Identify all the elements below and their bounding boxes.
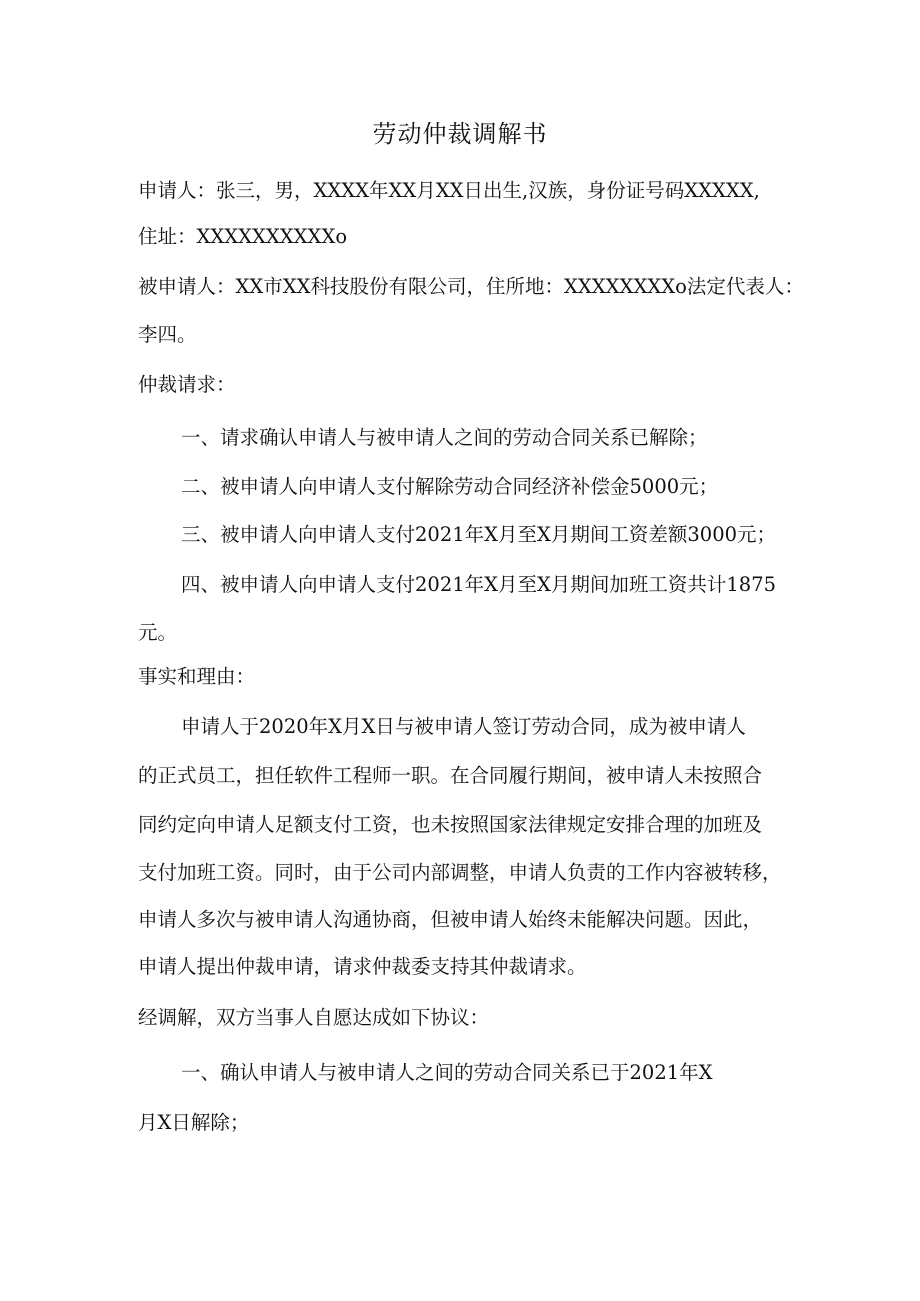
facts-line-2: 的正式员工，担任软件工程师一职。在合同履行期间，被申请人未按照合: [138, 764, 763, 787]
facts-line-5: 申请人多次与被申请人沟通协商，但被申请人始终未能解决问题。因此，: [138, 908, 763, 931]
document-title: 劳动仲裁调解书: [372, 120, 548, 148]
facts-line-4: 支付加班工资。同时，由于公司内部调整，申请人负责的工作内容被转移，: [138, 861, 782, 884]
agreement-heading: 经调解，双方当事人自愿达成如下协议：: [138, 1006, 490, 1029]
applicant-line-2: 住址：XXXXXXXXXXo: [138, 225, 348, 248]
claim-item-4-line-2: 元。: [138, 621, 178, 644]
agreement-item-1-line-1: 一、确认申请人与被申请人之间的劳动合同关系已于2021年X: [181, 1061, 713, 1084]
claim-item-2: 二、被申请人向申请人支付解除劳动合同经济补偿金5000元；: [181, 475, 719, 498]
claim-item-4-line-1: 四、被申请人向申请人支付2021年X月至X月期间加班工资共计1875: [181, 573, 777, 596]
facts-line-6: 申请人提出仲裁申请，请求仲裁委支持其仲裁请求。: [138, 955, 587, 978]
claims-heading: 仲裁请求：: [138, 373, 236, 396]
respondent-line-1: 被申请人：XX市XX科技股份有限公司，住所地：XXXXXXXXo法定代表人：: [138, 275, 804, 298]
respondent-line-2: 李四。: [138, 323, 197, 346]
applicant-line-1: 申请人：张三，男，XXXX年XX月XX日出生,汉族，身份证号码XXXXX,: [138, 179, 760, 202]
facts-line-1: 申请人于2020年X月X日与被申请人签订劳动合同，成为被申请人: [181, 715, 746, 738]
claim-item-1: 一、请求确认申请人与被申请人之间的劳动合同关系已解除；: [181, 426, 708, 449]
claim-item-3: 三、被申请人向申请人支付2021年X月至X月期间工资差额3000元；: [181, 523, 777, 546]
agreement-item-1-line-2: 月X日解除；: [138, 1111, 250, 1134]
facts-line-3: 同约定向申请人足额支付工资，也未按照国家法律规定安排合理的加班及: [138, 813, 763, 836]
facts-heading: 事实和理由：: [138, 665, 256, 688]
